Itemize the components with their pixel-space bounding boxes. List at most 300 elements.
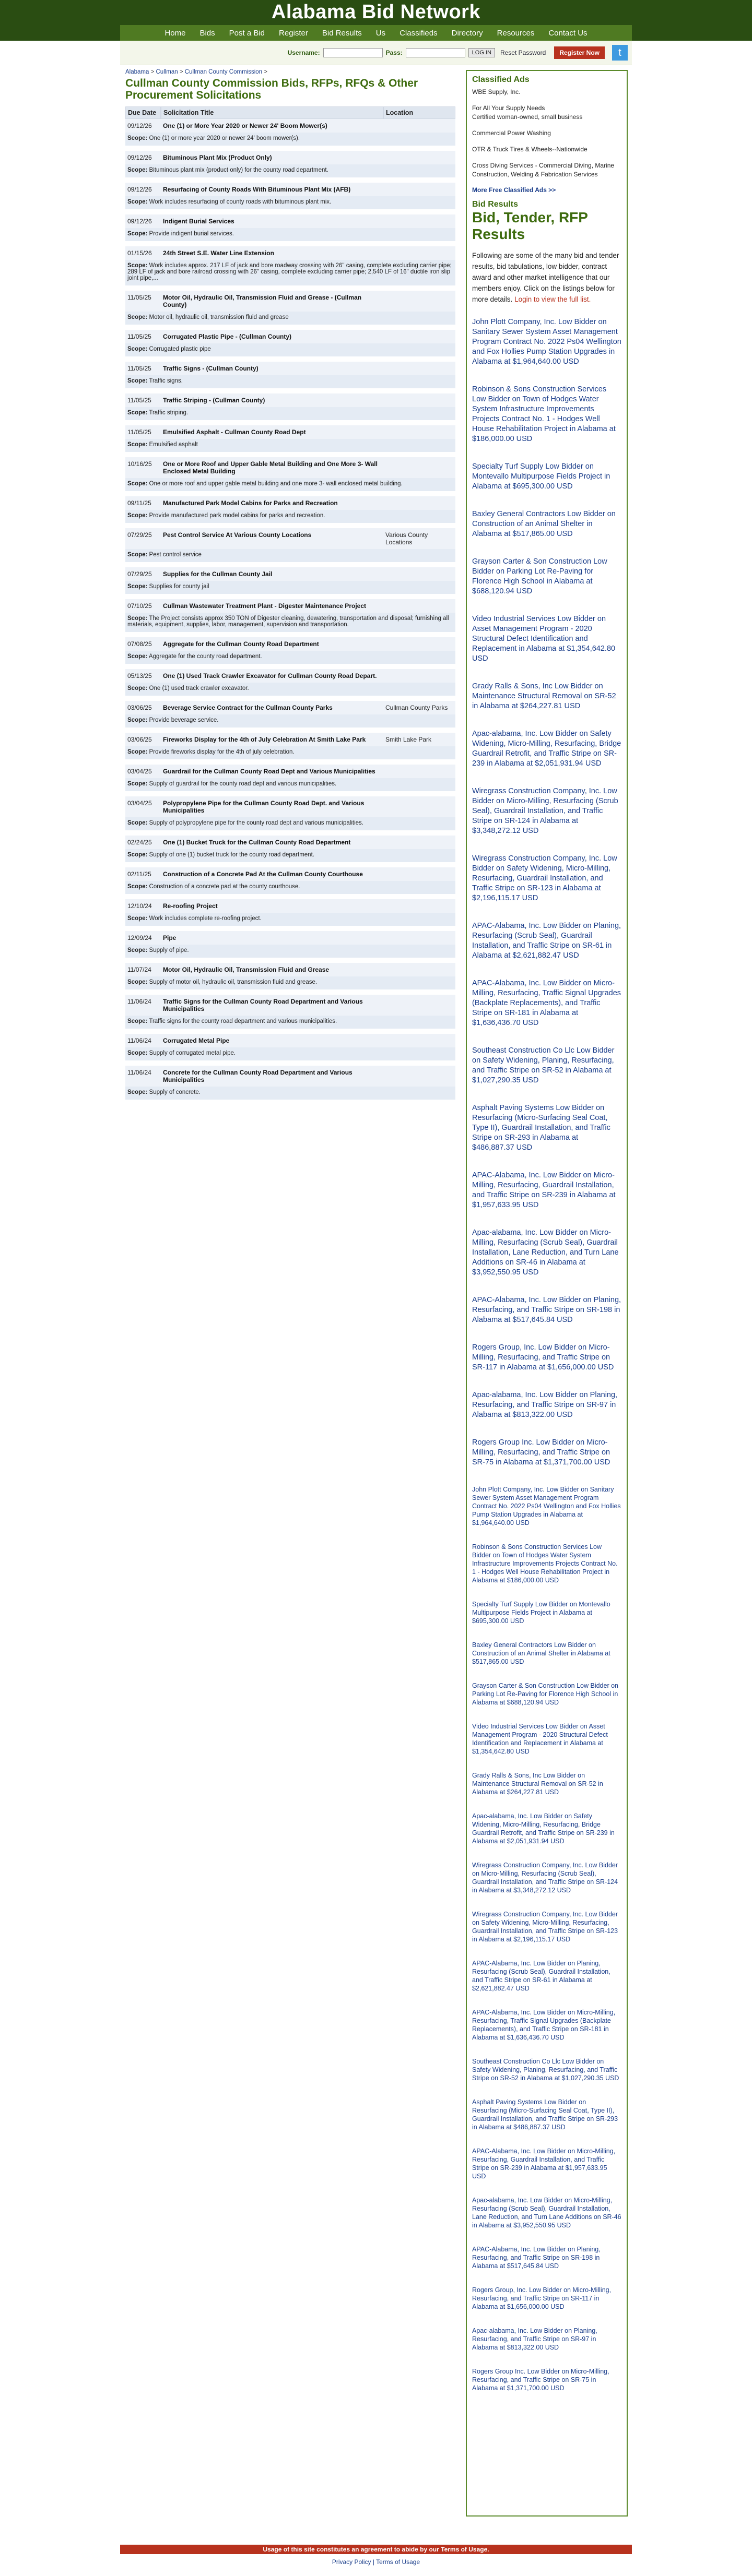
row-location bbox=[383, 796, 455, 817]
bid-result-link[interactable]: Rogers Group, Inc. Low Bidder on Micro-Milling, Resurfacing, and Traffic Stripe on SR-117 in Alabama at $1,656,000.00 USD bbox=[472, 1343, 614, 1372]
scope-label: Scope: bbox=[127, 781, 148, 787]
row-title[interactable]: Supplies for the Cullman County Jail bbox=[161, 567, 383, 581]
scope-row bbox=[125, 196, 455, 214]
row-location bbox=[383, 291, 455, 312]
terms-notice-link[interactable]: Terms of Usage. bbox=[441, 2546, 489, 2553]
scope-label: Scope: bbox=[127, 685, 148, 691]
scope-cell bbox=[125, 1047, 455, 1066]
scope-label: Scope: bbox=[127, 167, 148, 173]
bid-result-link[interactable]: APAC-Alabama, Inc. Low Bidder on Micro-Milling, Resurfacing, Traffic Signal Upgrades (Backplate Replacements), and Traffic Stripe on SR-181 in Alabama at $1,636,436.70 USD bbox=[472, 979, 621, 1027]
table-row[interactable] bbox=[125, 291, 455, 312]
scope-label: Scope: bbox=[127, 231, 148, 237]
row-due-date: 03/06/25 bbox=[125, 701, 161, 714]
table-row[interactable] bbox=[125, 701, 455, 714]
bid-result-link[interactable]: Video Industrial Services Low Bidder on Asset Management Program - 2020 Structural Defect Identification and Replacement in Alabama at $1,354,642.80 USD bbox=[472, 615, 616, 663]
scope-label: Scope: bbox=[127, 1089, 148, 1095]
scope-cell bbox=[125, 478, 455, 496]
password-input[interactable] bbox=[406, 48, 465, 57]
bid-result-link-compact[interactable]: Grady Ralls & Sons, Inc Low Bidder on Maintenance Structural Removal on SR-52 in Alabama at $264,227.81 USD bbox=[472, 1772, 603, 1796]
scope-label: Scope: bbox=[127, 410, 148, 416]
scope-text: Motor oil, hydraulic oil, transmission fluid and grease bbox=[149, 314, 289, 320]
scope-label: Scope: bbox=[127, 820, 148, 826]
breadcrumb bbox=[125, 69, 454, 75]
scope-text: Work includes approx. 217 LF of jack and bore roadway crossing with 26" casing, complete excluding carrier pipe; 289 LF of jack and bore railroad crossing with 26" casing, complete excluding carrier pipe; 2,540 LF of 16" ductile iron slip joint pipe,... bbox=[127, 263, 452, 281]
scope-label: Scope: bbox=[127, 314, 148, 320]
bid-result-link-compact[interactable]: Apac-alabama, Inc. Low Bidder on Micro-Milling, Resurfacing (Scrub Seal), Guardrail Installation, Lane Reduction, and Turn Lane Additions on SR-46 in Alabama at $3,952,550.95 USD bbox=[472, 2197, 621, 2229]
table-row[interactable] bbox=[125, 931, 455, 945]
table-row[interactable] bbox=[125, 183, 455, 196]
row-title[interactable]: Cullman Wastewater Treatment Plant - Digester Maintenance Project bbox=[161, 599, 383, 613]
scope-label: Scope: bbox=[127, 717, 148, 723]
nav-item[interactable]: Bids bbox=[199, 28, 215, 38]
intro-text: Following are some of the many bid and tender results, bid tabulations, low bidder, contract award and other market intelligence that our members enjoy. Click on the listings below for more details. bbox=[472, 252, 619, 303]
scope-label: Scope: bbox=[127, 552, 148, 558]
scope-text: Work includes resurfacing of county roads with bituminous plant mix. bbox=[149, 199, 332, 205]
table-row[interactable] bbox=[125, 836, 455, 849]
bid-result-link[interactable]: Grady Ralls & Sons, Inc Low Bidder on Maintenance Structural Removal on SR-52 in Alabama at $264,227.81 USD bbox=[472, 682, 616, 710]
table-row[interactable] bbox=[125, 765, 455, 778]
scope-cell bbox=[125, 343, 455, 362]
bid-result-link[interactable]: Southeast Construction Co Llc Low Bidder on Safety Widening, Planing, Resurfacing, and Traffic Stripe on SR-52 in Alabama at $1,027,290.35 USD bbox=[472, 1046, 615, 1084]
row-title[interactable]: Aggregate for the Cullman County Road Department bbox=[161, 637, 383, 651]
row-title[interactable]: Manufactured Park Model Cabins for Parks and Recreation bbox=[161, 496, 383, 510]
bid-result-link-compact[interactable]: APAC-Alabama, Inc. Low Bidder on Planing, Resurfacing (Scrub Seal), Guardrail Installation, and Traffic Stripe on SR-61 in Alabama at $2,621,882.47 USD bbox=[472, 1960, 610, 1992]
classified-ad-line[interactable]: Commercial Power Washing bbox=[472, 129, 551, 137]
table-row[interactable] bbox=[125, 1066, 455, 1087]
bid-result-link-compact[interactable]: Robinson & Sons Construction Services Low Bidder on Town of Hodges Water System Infrastructure Improvements Projects Contract No. 1 - Hodges Well House Rehabilitation Project in Alabama at $186,000.00 USD bbox=[472, 1543, 618, 1584]
scope-cell bbox=[125, 549, 455, 567]
table-row[interactable] bbox=[125, 425, 455, 439]
table-header-row bbox=[125, 106, 455, 119]
scope-text: Work includes complete re-roofing project. bbox=[149, 915, 262, 922]
classified-ad-line[interactable]: For All Your Supply Needs bbox=[472, 104, 545, 112]
scope-row bbox=[125, 439, 455, 457]
scope-cell bbox=[125, 976, 455, 995]
scope-row bbox=[125, 581, 455, 599]
row-title[interactable]: 24th Street S.E. Water Line Extension bbox=[161, 246, 383, 260]
bid-result-link[interactable]: Apac-alabama, Inc. Low Bidder on Planing, Resurfacing, and Traffic Stripe on SR-97 in Alabama at $813,322.00 USD bbox=[472, 1391, 618, 1419]
twitter-icon[interactable]: t bbox=[612, 45, 628, 61]
row-location: Various County Locations bbox=[383, 528, 455, 549]
scope-text: Supply of corrugated metal pipe. bbox=[149, 1050, 236, 1056]
scope-cell bbox=[125, 881, 455, 899]
table-row[interactable] bbox=[125, 669, 455, 683]
bid-result-link[interactable]: Apac-alabama, Inc. Low Bidder on Micro-Milling, Resurfacing (Scrub Seal), Guardrail Installation, Lane Reduction, and Turn Lane Additions on SR-46 in Alabama at $3,952,550.95 USD bbox=[472, 1229, 619, 1277]
row-title[interactable]: Traffic Signs for the Cullman County Road Department and Various Municipalities bbox=[161, 995, 383, 1016]
table-row[interactable] bbox=[125, 599, 455, 613]
scope-row bbox=[125, 478, 455, 496]
row-due-date: 11/06/24 bbox=[125, 1066, 161, 1087]
row-due-date: 11/05/25 bbox=[125, 425, 161, 439]
scope-text: Supply of pipe. bbox=[149, 947, 189, 953]
scope-cell bbox=[125, 228, 455, 246]
scope-row bbox=[125, 976, 455, 995]
row-due-date: 11/06/24 bbox=[125, 995, 161, 1016]
nav-item[interactable]: Bid Results bbox=[322, 28, 362, 38]
nav-item[interactable]: Contact Us bbox=[548, 28, 588, 38]
table-row[interactable] bbox=[125, 899, 455, 913]
row-location bbox=[383, 183, 455, 196]
row-location bbox=[383, 246, 455, 260]
row-due-date: 09/12/26 bbox=[125, 151, 161, 164]
row-title[interactable]: One or More Roof and Upper Gable Metal Building and One More 3- Wall Enclosed Metal Building bbox=[161, 457, 383, 478]
nav-item[interactable]: Us bbox=[375, 28, 386, 38]
bid-result-link-compact[interactable]: Asphalt Paving Systems Low Bidder on Resurfacing (Micro-Surfacing Seal Coat, Type II), Guardrail Installation, and Traffic Stripe on SR-293 in Alabama at $486,887.37 USD bbox=[472, 2098, 618, 2131]
classified-ads-heading: Classified Ads bbox=[472, 75, 530, 84]
scope-cell bbox=[125, 613, 455, 637]
scope-text: Supply of one (1) bucket truck for the county road department. bbox=[149, 852, 314, 858]
header-due-date: Due Date bbox=[125, 106, 161, 119]
scope-cell bbox=[125, 683, 455, 701]
scope-row bbox=[125, 778, 455, 796]
scope-label: Scope: bbox=[127, 653, 148, 660]
bid-result-link-compact[interactable]: Rogers Group, Inc. Low Bidder on Micro-Milling, Resurfacing, and Traffic Stripe on SR-117 in Alabama at $1,656,000.00 USD bbox=[472, 2286, 612, 2310]
row-location bbox=[383, 567, 455, 581]
scope-text: Provide beverage service. bbox=[149, 717, 219, 723]
row-due-date: 11/05/25 bbox=[125, 393, 161, 407]
table-row[interactable] bbox=[125, 151, 455, 164]
scope-row bbox=[125, 1087, 455, 1105]
scope-row bbox=[125, 913, 455, 931]
more-classified-ads-link[interactable]: More Free Classified Ads >> bbox=[472, 186, 556, 194]
header-location: Location bbox=[383, 106, 455, 119]
bid-result-link[interactable]: Rogers Group Inc. Low Bidder on Micro-Milling, Resurfacing, and Traffic Stripe on SR-75 in Alabama at $1,371,700.00 USD bbox=[472, 1438, 610, 1466]
scope-label: Scope: bbox=[127, 512, 148, 519]
table-row[interactable] bbox=[125, 963, 455, 976]
nav-item[interactable]: Register bbox=[279, 28, 308, 38]
row-due-date: 03/06/25 bbox=[125, 733, 161, 746]
bid-result-link[interactable]: Wiregrass Construction Company, Inc. Low Bidder on Micro-Milling, Resurfacing (Scrub Seal), Guardrail Installation, and Traffic Stripe on SR-124 in Alabama at $3,348,272.12 USD bbox=[472, 787, 618, 835]
table-row[interactable] bbox=[125, 457, 455, 478]
terms-notice-text: Usage of this site constitutes an agreement to abide by our bbox=[263, 2546, 439, 2553]
row-location bbox=[383, 1066, 455, 1087]
solicitations-table bbox=[125, 106, 455, 1105]
scope-text: One (1) or more year 2020 or newer 24' boom mower(s). bbox=[149, 135, 300, 141]
scope-text: Supply of concrete. bbox=[149, 1089, 201, 1095]
scope-text: The Project consists approx 350 TON of Digester cleaning, dewatering, transportation and disposal; furnishing all materials, equipment, supplies, labor, management, supervision and transportation. bbox=[127, 615, 449, 628]
row-title[interactable]: One (1) Used Track Crawler Excavator for Cullman County Road Depart. bbox=[161, 669, 383, 683]
scope-cell bbox=[125, 945, 455, 963]
bid-result-link-compact[interactable]: Baxley General Contractors Low Bidder on Construction of an Animal Shelter in Alabama at $517,865.00 USD bbox=[472, 1641, 610, 1665]
scope-label: Scope: bbox=[127, 947, 148, 953]
scope-text: Traffic striping. bbox=[149, 410, 189, 416]
breadcrumb-separator: > bbox=[149, 69, 156, 75]
table-row[interactable] bbox=[125, 867, 455, 881]
scope-cell bbox=[125, 746, 455, 765]
row-title[interactable]: Beverage Service Contract for the Cullman County Parks bbox=[161, 701, 383, 714]
row-location bbox=[383, 362, 455, 375]
row-location bbox=[383, 457, 455, 478]
row-location bbox=[383, 1034, 455, 1047]
nav-item[interactable]: Home bbox=[164, 28, 186, 38]
row-location bbox=[383, 214, 455, 228]
breadcrumb-separator: > bbox=[262, 69, 267, 75]
scope-label: Scope: bbox=[127, 135, 148, 141]
scope-cell bbox=[125, 817, 455, 836]
row-location: Cullman County Parks bbox=[383, 701, 455, 714]
scope-row bbox=[125, 613, 455, 637]
row-title[interactable]: Polypropylene Pipe for the Cullman County Road Dept. and Various Municipalities bbox=[161, 796, 383, 817]
row-location bbox=[383, 931, 455, 945]
row-title[interactable]: Traffic Striping - (Cullman County) bbox=[161, 393, 383, 407]
classified-ad-line[interactable]: OTR & Truck Tires & Wheels--Nationwide bbox=[472, 146, 588, 153]
scope-cell bbox=[125, 439, 455, 457]
scope-cell bbox=[125, 651, 455, 669]
row-location bbox=[383, 836, 455, 849]
table-row[interactable] bbox=[125, 995, 455, 1016]
bid-result-link[interactable]: APAC-Alabama, Inc. Low Bidder on Planing, Resurfacing (Scrub Seal), Guardrail Installation, and Traffic Stripe on SR-61 in Alabama at $2,621,882.47 USD bbox=[472, 922, 621, 960]
table-row[interactable] bbox=[125, 214, 455, 228]
breadcrumb-link[interactable]: Alabama bbox=[125, 69, 149, 75]
scope-row bbox=[125, 849, 455, 867]
nav-item[interactable]: Directory bbox=[451, 28, 483, 38]
row-title[interactable]: Resurfacing of County Roads With Bituminous Plant Mix (AFB) bbox=[161, 183, 383, 196]
scope-text: One (1) used track crawler excavator. bbox=[149, 685, 249, 691]
scope-text: Provide indigent burial services. bbox=[149, 231, 234, 237]
bid-result-link[interactable]: Wiregrass Construction Company, Inc. Low Bidder on Safety Widening, Micro-Milling, Resurfacing, Guardrail Installation, and Traffic Stripe on SR-123 in Alabama at $2,196,115.17 USD bbox=[472, 854, 617, 902]
table-row[interactable] bbox=[125, 796, 455, 817]
scope-row bbox=[125, 260, 455, 291]
row-location bbox=[383, 425, 455, 439]
row-due-date: 11/06/24 bbox=[125, 1034, 161, 1047]
row-location bbox=[383, 995, 455, 1016]
bid-result-link[interactable]: Apac-alabama, Inc. Low Bidder on Safety Widening, Micro-Milling, Resurfacing, Bridge Guardrail Retrofit, and Traffic Stripe on SR-239 in Alabama at $2,051,931.94 USD bbox=[472, 730, 621, 768]
site-header bbox=[0, 0, 752, 41]
bid-result-link[interactable]: Baxley General Contractors Low Bidder on Construction of an Animal Shelter in Alabama at $517,865.00 USD bbox=[472, 510, 616, 538]
row-due-date: 11/05/25 bbox=[125, 362, 161, 375]
row-location bbox=[383, 765, 455, 778]
scope-text: Traffic signs for the county road department and various municipalities. bbox=[149, 1018, 337, 1024]
table-row[interactable] bbox=[125, 246, 455, 260]
scope-label: Scope: bbox=[127, 979, 148, 985]
login-to-view-link[interactable]: Login to view the full list. bbox=[514, 295, 591, 303]
nav-item[interactable]: Resources bbox=[497, 28, 535, 38]
scope-cell bbox=[125, 913, 455, 931]
scope-row bbox=[125, 164, 455, 183]
row-due-date: 07/29/25 bbox=[125, 528, 161, 549]
scope-cell bbox=[125, 133, 455, 151]
scope-cell bbox=[125, 1087, 455, 1105]
scope-cell bbox=[125, 778, 455, 796]
scope-row bbox=[125, 407, 455, 425]
table-row[interactable] bbox=[125, 119, 455, 133]
table-row[interactable] bbox=[125, 1034, 455, 1047]
scope-label: Scope: bbox=[127, 884, 148, 890]
row-location: Smith Lake Park bbox=[383, 733, 455, 746]
row-due-date: 09/12/26 bbox=[125, 214, 161, 228]
row-title[interactable]: Re-roofing Project bbox=[161, 899, 383, 913]
bid-result-link[interactable]: Grayson Carter & Son Construction Low Bidder on Parking Lot Re-Paving for Florence High School in Alabama at $688,120.94 USD bbox=[472, 557, 607, 595]
bid-results-list bbox=[472, 317, 621, 1468]
page-title: Cullman County Commission Bids, RFPs, RFQs & Other Procurement Solicitations bbox=[125, 77, 418, 101]
scope-row bbox=[125, 228, 455, 246]
scope-row bbox=[125, 510, 455, 528]
scope-row bbox=[125, 1047, 455, 1066]
bid-results-list-compact bbox=[472, 1485, 621, 2392]
scope-cell bbox=[125, 196, 455, 214]
bid-result-link-compact[interactable]: Rogers Group Inc. Low Bidder on Micro-Milling, Resurfacing, and Traffic Stripe on SR-75 in Alabama at $1,371,700.00 USD bbox=[472, 2368, 609, 2392]
table-row[interactable] bbox=[125, 637, 455, 651]
scope-row bbox=[125, 343, 455, 362]
page-body bbox=[120, 41, 632, 2392]
row-location bbox=[383, 637, 455, 651]
scope-text: Supply of motor oil, hydraulic oil, transmission fluid and grease. bbox=[149, 979, 318, 985]
row-location bbox=[383, 867, 455, 881]
bid-result-link-compact[interactable]: Apac-alabama, Inc. Low Bidder on Safety Widening, Micro-Milling, Resurfacing, Bridge Guardrail Retrofit, and Traffic Stripe on SR-239 in Alabama at $2,051,931.94 USD bbox=[472, 1812, 615, 1845]
scope-label: Scope: bbox=[127, 852, 148, 858]
bid-result-link-compact[interactable]: Apac-alabama, Inc. Low Bidder on Planing, Resurfacing, and Traffic Stripe on SR-97 in Alabama at $813,322.00 USD bbox=[472, 2327, 597, 2351]
breadcrumb-link[interactable]: Cullman bbox=[156, 69, 178, 75]
row-title[interactable]: Concrete for the Cullman County Road Department and Various Municipalities bbox=[161, 1066, 383, 1087]
bid-result-link[interactable]: Asphalt Paving Systems Low Bidder on Resurfacing (Micro-Surfacing Seal Coat, Type II), Guardrail Installation, and Traffic Stripe on SR-293 in Alabama at $486,887.37 USD bbox=[472, 1104, 610, 1152]
bid-result-link[interactable]: APAC-Alabama, Inc. Low Bidder on Micro-Milling, Resurfacing, Guardrail Installation, and Traffic Stripe on SR-239 in Alabama at $1,957,633.95 USD bbox=[472, 1171, 616, 1209]
classified-ad[interactable] bbox=[472, 129, 621, 138]
row-title[interactable]: Motor Oil, Hydraulic Oil, Transmission Fluid and Grease - (Cullman County) bbox=[161, 291, 383, 312]
bid-results-intro bbox=[472, 250, 621, 305]
row-location bbox=[383, 496, 455, 510]
username-input[interactable] bbox=[323, 48, 383, 57]
row-due-date: 11/07/24 bbox=[125, 963, 161, 976]
terms-notice bbox=[120, 2545, 632, 2554]
breadcrumb-separator: > bbox=[178, 69, 185, 75]
scope-label: Scope: bbox=[127, 915, 148, 922]
scope-cell bbox=[125, 1016, 455, 1034]
classified-ad[interactable] bbox=[472, 104, 621, 122]
row-due-date: 03/04/25 bbox=[125, 765, 161, 778]
classified-ad-line[interactable]: Certified woman-owned, small business bbox=[472, 113, 583, 121]
row-title[interactable]: Traffic Signs - (Cullman County) bbox=[161, 362, 383, 375]
bid-results-heading: Bid, Tender, RFP Results bbox=[472, 209, 588, 242]
login-button[interactable]: LOG IN bbox=[468, 48, 495, 57]
username-label: Username: bbox=[287, 49, 320, 56]
classified-ad[interactable] bbox=[472, 88, 621, 97]
row-title[interactable]: Guardrail for the Cullman County Road Dept and Various Municipalities bbox=[161, 765, 383, 778]
scope-cell bbox=[125, 260, 455, 291]
bid-result-link-compact[interactable]: Specialty Turf Supply Low Bidder on Montevallo Multipurpose Fields Project in Alabama at $695,300.00 USD bbox=[472, 1601, 610, 1625]
scope-text: Corrugated plastic pipe bbox=[149, 346, 211, 352]
bid-result-link[interactable]: APAC-Alabama, Inc. Low Bidder on Planing, Resurfacing, and Traffic Stripe on SR-198 in Alabama at $517,645.84 USD bbox=[472, 1296, 621, 1324]
row-due-date: 03/04/25 bbox=[125, 796, 161, 817]
row-location bbox=[383, 393, 455, 407]
scope-row bbox=[125, 549, 455, 567]
scope-cell bbox=[125, 375, 455, 393]
table-row[interactable] bbox=[125, 496, 455, 510]
row-due-date: 12/09/24 bbox=[125, 931, 161, 945]
bid-result-link[interactable]: Specialty Turf Supply Low Bidder on Montevallo Multipurpose Fields Project in Alabama at $695,300.00 USD bbox=[472, 462, 610, 491]
bid-result-link-compact[interactable]: APAC-Alabama, Inc. Low Bidder on Micro-Milling, Resurfacing, Traffic Signal Upgrades (Backplate Replacements), and Traffic Stripe on SR-181 in Alabama at $1,636,436.70 USD bbox=[472, 2009, 616, 2041]
bid-result-link-compact[interactable]: Wiregrass Construction Company, Inc. Low Bidder on Micro-Milling, Resurfacing (Scrub Seal), Guardrail Installation, and Traffic Stripe on SR-124 in Alabama at $3,348,272.12 USD bbox=[472, 1862, 618, 1894]
scope-row bbox=[125, 651, 455, 669]
scope-label: Scope: bbox=[127, 378, 148, 384]
bid-result-link[interactable]: Robinson & Sons Construction Services Low Bidder on Town of Hodges Water System Infrastructure Improvements Projects Contract No. 1 - Hodges Well House Rehabilitation Project in Alabama at $186,000.00 USD bbox=[472, 385, 616, 443]
bid-result-link-compact[interactable]: Grayson Carter & Son Construction Low Bidder on Parking Lot Re-Paving for Florence High School in Alabama at $688,120.94 USD bbox=[472, 1682, 618, 1706]
scope-text: Bituminous plant mix (product only) for the county road department. bbox=[149, 167, 328, 173]
classified-ad[interactable] bbox=[472, 145, 621, 154]
row-title[interactable]: Pipe bbox=[161, 931, 383, 945]
scope-label: Scope: bbox=[127, 749, 148, 755]
scope-cell bbox=[125, 407, 455, 425]
row-title[interactable]: Corrugated Plastic Pipe - (Cullman County) bbox=[161, 330, 383, 343]
classified-ad-line[interactable]: WBE Supply, Inc. bbox=[472, 88, 521, 96]
table-row[interactable] bbox=[125, 733, 455, 746]
scope-label: Scope: bbox=[127, 1050, 148, 1056]
bid-result-link-compact[interactable]: APAC-Alabama, Inc. Low Bidder on Planing, Resurfacing, and Traffic Stripe on SR-198 in Alabama at $517,645.84 USD bbox=[472, 2246, 601, 2270]
row-location bbox=[383, 669, 455, 683]
row-title[interactable]: Pest Control Service At Various County Locations bbox=[161, 528, 383, 549]
classified-ad[interactable] bbox=[472, 161, 621, 179]
table-row[interactable] bbox=[125, 330, 455, 343]
reset-password-link[interactable]: Reset Password bbox=[500, 49, 546, 56]
terms-of-usage-link[interactable]: Terms of Usage bbox=[376, 2558, 420, 2566]
bid-result-link-compact[interactable]: APAC-Alabama, Inc. Low Bidder on Micro-Milling, Resurfacing, Guardrail Installation, and Traffic Stripe on SR-239 in Alabama at $1,957,633.95 USD bbox=[472, 2148, 616, 2180]
row-title[interactable]: Construction of a Concrete Pad At the Cullman County Courthouse bbox=[161, 867, 383, 881]
table-row[interactable] bbox=[125, 393, 455, 407]
bid-result-link-compact[interactable]: Wiregrass Construction Company, Inc. Low Bidder on Safety Widening, Micro-Milling, Resurfacing, Guardrail Installation, and Traffic Stripe on SR-123 in Alabama at $2,196,115.17 USD bbox=[472, 1911, 618, 1943]
scope-text: Provide fireworks display for the 4th of july celebration. bbox=[149, 749, 295, 755]
scope-cell bbox=[125, 164, 455, 183]
bid-results-label: Bid Results bbox=[472, 200, 519, 209]
main-content bbox=[125, 69, 454, 1105]
login-bar bbox=[120, 41, 632, 65]
scope-label: Scope: bbox=[127, 481, 148, 487]
scope-row bbox=[125, 1016, 455, 1034]
scope-cell bbox=[125, 849, 455, 867]
row-due-date: 07/29/25 bbox=[125, 567, 161, 581]
row-due-date: 02/24/25 bbox=[125, 836, 161, 849]
row-title[interactable]: One (1) or More Year 2020 or Newer 24' Boom Mower(s) bbox=[161, 119, 383, 133]
main-nav bbox=[120, 25, 632, 41]
row-location bbox=[383, 330, 455, 343]
row-due-date: 09/12/26 bbox=[125, 119, 161, 133]
bid-result-link-compact[interactable]: John Plott Company, Inc. Low Bidder on Sanitary Sewer System Asset Management Program Contract No. 2022 Ps04 Wellington and Fox Hollies Pump Station Upgrades in Alabama at $1,964,640.00 USD bbox=[472, 1486, 621, 1526]
nav-item[interactable]: Post a Bid bbox=[229, 28, 265, 38]
table-row[interactable] bbox=[125, 567, 455, 581]
scope-row bbox=[125, 945, 455, 963]
classified-ad-line[interactable]: Cross Diving Services - Commercial Diving, Marine Construction, Welding & Fabrication Services bbox=[472, 162, 615, 178]
scope-row bbox=[125, 881, 455, 899]
scope-label: Scope: bbox=[127, 615, 148, 622]
table-row[interactable] bbox=[125, 362, 455, 375]
bid-result-link[interactable]: John Plott Company, Inc. Low Bidder on Sanitary Sewer System Asset Management Program Contract No. 2022 Ps04 Wellington and Fox Hollies Pump Station Upgrades in Alabama at $1,964,640.00 USD bbox=[472, 318, 621, 366]
bid-result-link-compact[interactable]: Video Industrial Services Low Bidder on Asset Management Program - 2020 Structural Defect Identification and Replacement in Alabama at $1,354,642.80 USD bbox=[472, 1723, 608, 1755]
row-title[interactable]: Motor Oil, Hydraulic Oil, Transmission Fluid and Grease bbox=[161, 963, 383, 976]
scope-label: Scope: bbox=[127, 346, 148, 352]
breadcrumb-link[interactable]: Cullman County Commission bbox=[184, 69, 263, 75]
register-now-button[interactable]: Register Now bbox=[554, 46, 605, 59]
password-label: Pass: bbox=[385, 49, 403, 56]
row-title[interactable]: Fireworks Display for the 4th of July Celebration At Smith Lake Park bbox=[161, 733, 383, 746]
nav-item[interactable]: Classifieds bbox=[400, 28, 438, 38]
scope-cell bbox=[125, 510, 455, 528]
row-title[interactable]: Bituminous Plant Mix (Product Only) bbox=[161, 151, 383, 164]
scope-cell bbox=[125, 312, 455, 330]
site-logo[interactable]: Alabama Bid Network bbox=[271, 1, 481, 23]
scope-text: Construction of a concrete pad at the county courthouse. bbox=[149, 884, 300, 890]
scope-text: Pest control service bbox=[149, 552, 202, 558]
row-title[interactable]: Indigent Burial Services bbox=[161, 214, 383, 228]
table-row[interactable] bbox=[125, 528, 455, 549]
scope-text: Aggregate for the county road department. bbox=[148, 653, 262, 660]
row-title[interactable]: One (1) Bucket Truck for the Cullman County Road Department bbox=[161, 836, 383, 849]
scope-row bbox=[125, 312, 455, 330]
row-title[interactable]: Corrugated Metal Pipe bbox=[161, 1034, 383, 1047]
row-title[interactable]: Emulsified Asphalt - Cullman County Road Dept bbox=[161, 425, 383, 439]
scope-text: Supply of guardrail for the county road dept and various municipalities. bbox=[149, 781, 337, 787]
row-due-date: 02/11/25 bbox=[125, 867, 161, 881]
row-location bbox=[383, 151, 455, 164]
privacy-policy-link[interactable]: Privacy Policy bbox=[332, 2558, 371, 2566]
bid-result-link-compact[interactable]: Southeast Construction Co Llc Low Bidder on Safety Widening, Planing, Resurfacing, and Traffic Stripe on SR-52 in Alabama at $1,027,290.35 USD bbox=[472, 2058, 619, 2082]
